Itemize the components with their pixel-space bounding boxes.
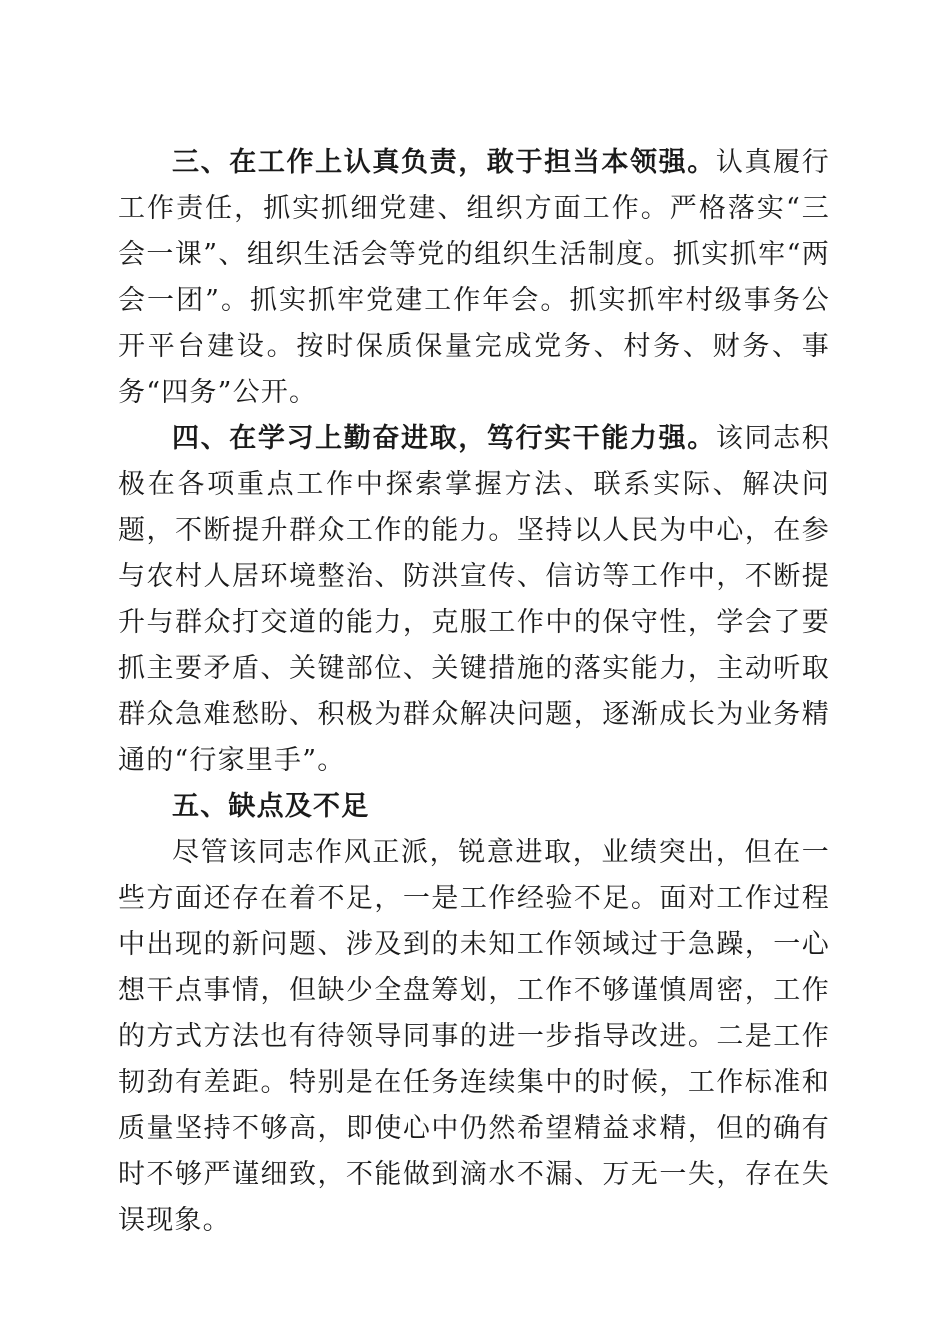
section-three-heading: 三、在工作上认真负责，敢于担当本领强。 (172, 147, 716, 178)
section-five-heading: 五、缺点及不足 (172, 791, 370, 822)
section-three-body: 认真履行工作责任，抓实抓细党建、组织方面工作。严格落实“三会一课”、组织生活会等党的组织生活制度。抓实抓牢“两会一团”。抓实抓牢党建工作年会。抓实抓牢村级事务公开平台建设。按时保质保量完成党务、村务、财务、事务“四务”公开。 (118, 147, 830, 408)
shortcomings-paragraph: 尽管该同志作风正派，锐意进取，业绩突出，但在一些方面还存在着不足，一是工作经验不足。面对工作过程中出现的新问题、涉及到的未知工作领域过于急躁，一心想干点事情，但缺少全盘筹划，工作不够谨慎周密，工作的方式方法也有待领导同事的进一步指导改进。二是工作韧劲有差距。特别是在任务连续集中的时候，工作标准和质量坚持不够高，即使心中仍然希望精益求精，但的确有时不够严谨细致，不能做到滴水不漏、万无一失，存在失误现象。 (118, 837, 830, 1236)
section-five-heading-paragraph (118, 784, 830, 830)
section-four-paragraph (118, 416, 830, 784)
section-four-body: 该同志积极在各项重点工作中探索掌握方法、联系实际、解决问题，不断提升群众工作的能力。坚持以人民为中心，在参与农村人居环境整治、防洪宣传、信访等工作中，不断提升与群众打交道的能力，克服工作中的保守性，学会了要抓主要矛盾、关键部位、关键措施的落实能力，主动听取群众急难愁盼、积极为群众解决问题，逐渐成长为业务精通的“行家里手”。 (118, 423, 830, 776)
section-three-paragraph (118, 140, 830, 416)
document-page (118, 140, 830, 1244)
section-four-heading: 四、在学习上勤奋进取，笃行实干能力强。 (172, 423, 716, 454)
